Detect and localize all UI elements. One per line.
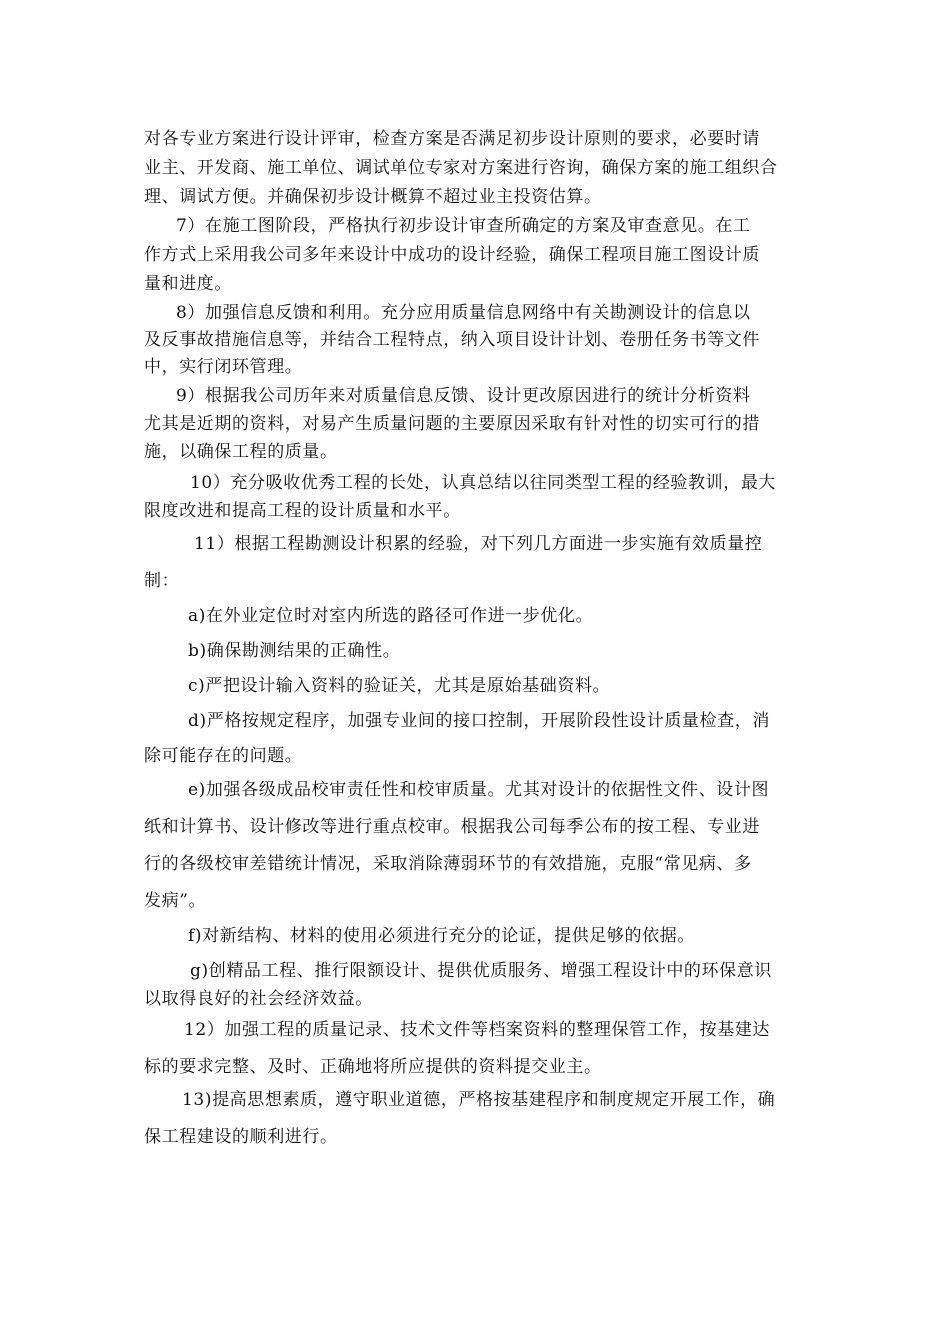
- text-line: 10）充分吸收优秀工程的长处，认真总结以往同类型工程的经验教训，最大: [190, 473, 777, 493]
- text-line: 7）在施工图阶段，严格执行初步设计审查所确定的方案及审查意见。在工: [176, 216, 751, 236]
- text-line: 施，以确保工程的质量。: [144, 442, 338, 462]
- text-line: 纸和计算书、设计修改等进行重点校审。根据我公司每季公布的按工程、专业进: [144, 817, 760, 837]
- text-line: f)对新结构、材料的使用必须进行充分的论证，提供足够的依据。: [188, 926, 695, 946]
- text-line: d)严格按规定程序，加强专业间的接口控制，开展阶段性设计质量检查，消: [188, 711, 770, 731]
- text-line: 13)提高思想素质，遵守职业道德，严格按基建程序和制度规定开展工作，确: [182, 1090, 776, 1110]
- text-line: b)确保勘测结果的正确性。: [188, 641, 401, 661]
- text-line: 行的各级校审差错统计情况，采取消除薄弱环节的有效措施，克服“常见病、多: [144, 854, 752, 874]
- text-line: 11）根据工程勘测设计积累的经验，对下列几方面进一步实施有效质量控: [194, 534, 763, 554]
- text-line: 业主、开发商、施工单位、调试单位专家对方案进行咨询，确保方案的施工组织合: [144, 158, 778, 178]
- text-line: 发病”。: [144, 891, 207, 911]
- text-line: c)严把设计输入资料的验证关，尤其是原始基础资料。: [188, 676, 611, 696]
- text-line: e)加强各级成品校审责任性和校审质量。尤其对设计的依据性文件、设计图: [188, 780, 770, 800]
- text-line: 作方式上采用我公司多年来设计中成功的设计经验，确保工程项目施工图设计质: [144, 245, 760, 265]
- text-line: a)在外业定位时对室内所选的路径可作进一步优化。: [188, 606, 594, 626]
- text-line: 8）加强信息反馈和利用。充分应用质量信息网络中有关勘测设计的信息以: [176, 303, 751, 323]
- text-line: 尤其是近期的资料，对易产生质量问题的主要原因采取有针对性的切实可行的措: [144, 414, 760, 434]
- text-line: 除可能存在的问题。: [144, 746, 303, 766]
- text-line: 对各专业方案进行设计评审，检查方案是否满足初步设计原则的要求，必要时请: [144, 129, 760, 149]
- text-line: 12）加强工程的质量记录、技术文件等档案资料的整理保管工作，按基建达: [184, 1020, 771, 1040]
- text-line: 以取得良好的社会经济效益。: [144, 989, 373, 1009]
- text-line: 理、调试方便。并确保初步设计概算不超过业主投资估算。: [144, 187, 602, 207]
- text-line: 及反事故措施信息等，并结合工程特点，纳入项目设计计划、卷册任务书等文件: [144, 330, 760, 350]
- text-line: 中，实行闭环管理。: [144, 357, 303, 377]
- text-line: 量和进度。: [144, 274, 232, 294]
- text-line: g)创精品工程、推行限额设计、提供优质服务、增强工程设计中的环保意识: [190, 961, 772, 981]
- text-line: 保工程建设的顺利进行。: [144, 1127, 338, 1147]
- text-line: 限度改进和提高工程的设计质量和水平。: [144, 501, 461, 521]
- text-line: 标的要求完整、及时、正确地将所应提供的资料提交业主。: [144, 1057, 602, 1077]
- text-line: 9）根据我公司历年来对质量信息反馈、设计更改原因进行的统计分析资料: [176, 386, 751, 406]
- text-line: 制：: [144, 571, 180, 591]
